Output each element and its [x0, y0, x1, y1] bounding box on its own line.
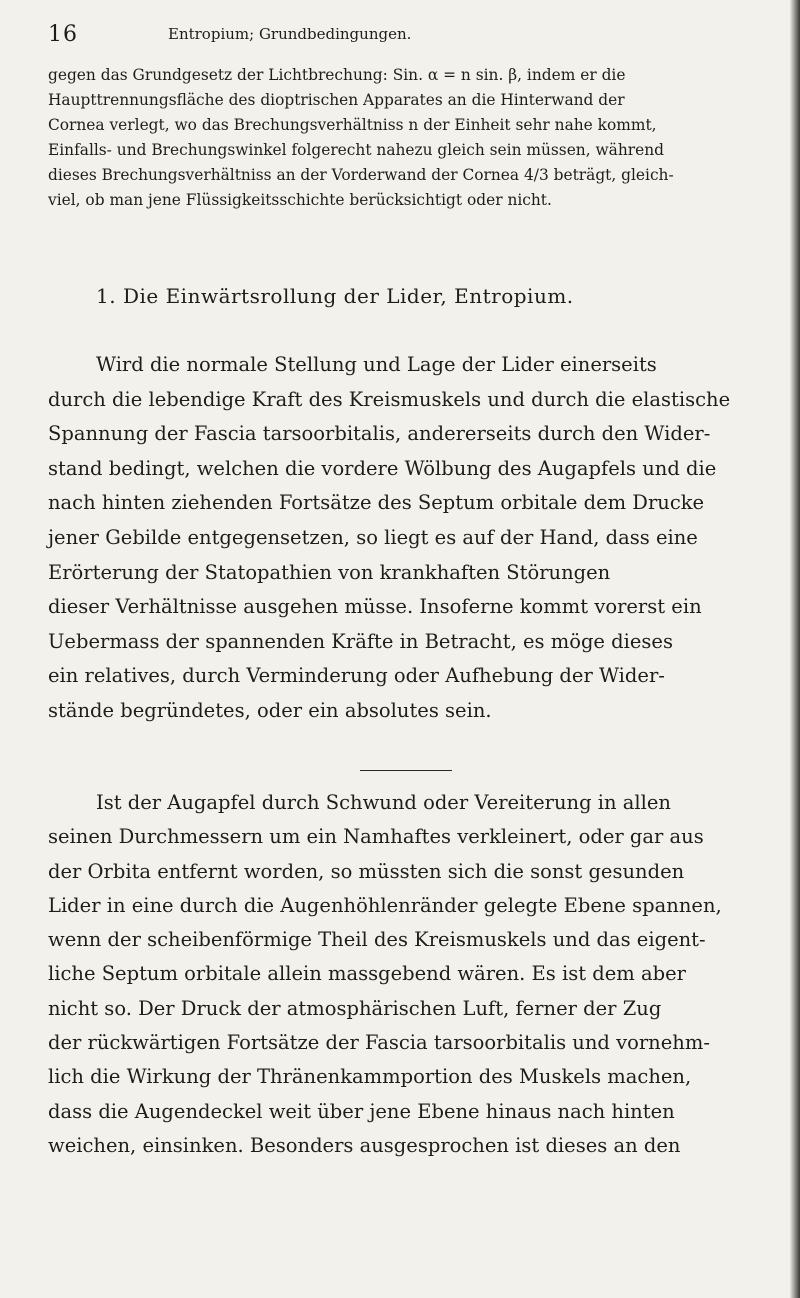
text-line: stand bedingt, welchen die vordere Wölbung des Augapfels und die: [48, 456, 717, 480]
text-line: nicht so. Der Druck der atmosphärischen Luft, ferner der Zug: [48, 996, 662, 1020]
text-line: durch die lebendige Kraft des Kreismuskels und durch die elastische: [48, 387, 731, 411]
text-line: gegen das Grundgesetz der Lichtbrechung: Sin. α = n sin. β, indem er die: [48, 66, 626, 84]
text-line: seinen Durchmessern um ein Namhaftes verkleinert, oder gar aus: [48, 825, 704, 849]
text-line: Wird die normale Stellung und Lage der Lider einerseits: [96, 353, 657, 376]
paragraph-entropium-intro: [48, 348, 778, 729]
page-header: [48, 22, 768, 52]
text-line: wenn der scheibenförmige Theil des Kreismuskels und das eigent-: [48, 928, 706, 952]
text-line: lich die Wirkung der Thränenkammportion des Muskels machen,: [48, 1065, 692, 1089]
text-line: Ist der Augapfel durch Schwund oder Vereiterung in allen: [96, 791, 671, 814]
text-line: der Orbita entfernt worden, so müssten sich die sonst gesunden: [48, 859, 685, 883]
text-line: Lider in eine durch die Augenhöhlenränder gelegte Ebene spannen,: [48, 893, 722, 917]
section-heading: [96, 284, 574, 308]
text-line: weichen, einsinken. Besonders ausgesprochen ist dieses an den: [48, 1133, 681, 1157]
running-title: Entropium; Grundbedingungen.: [168, 25, 412, 43]
text-line: Erörterung der Statopathien von krankhaften Störungen: [48, 560, 611, 584]
text-line: dieses Brechungsverhältniss an der Vorderwand der Cornea 4/3 beträgt, gleich-: [48, 166, 674, 184]
text-line: stände begründetes, oder ein absolutes sein.: [48, 698, 492, 722]
section-number: 1.: [96, 284, 117, 308]
text-line: viel, ob man jene Flüssigkeitsschichte berücksichtigt oder nicht.: [48, 191, 552, 209]
text-line: Haupttrennungsfläche des dioptrischen Apparates an die Hinterwand der: [48, 91, 625, 109]
section-title: Die Einwärtsrollung der Lider, Entropium.: [122, 284, 574, 308]
text-line: Cornea verlegt, wo das Brechungsverhältniss n der Einheit sehr nahe kommt,: [48, 116, 657, 134]
text-line: dieser Verhältnisse ausgehen müsse. Insoferne kommt vorerst ein: [48, 595, 702, 619]
text-line: Uebermass der spannenden Kräfte in Betracht, es möge dieses: [48, 629, 673, 653]
page-edge-shadow: [790, 0, 800, 1298]
text-line: der rückwärtigen Fortsätze der Fascia tarsoorbitalis und vornehm-: [48, 1031, 710, 1055]
text-line: dass die Augendeckel weit über jene Ebene hinaus nach hinten: [48, 1099, 675, 1123]
text-line: ein relatives, durch Verminderung oder Aufhebung der Wider-: [48, 664, 665, 688]
text-line: jener Gebilde entgegensetzen, so liegt es auf der Hand, dass eine: [48, 525, 698, 549]
paragraph-augapfel: [48, 786, 778, 1163]
text-line: Spannung der Fascia tarsoorbitalis, andererseits durch den Wider-: [48, 422, 711, 446]
text-line: nach hinten ziehenden Fortsätze des Septum orbitale dem Drucke: [48, 491, 705, 515]
page-number: 16: [48, 22, 78, 47]
text-line: Einfalls- und Brechungswinkel folgerecht nahezu gleich sein müssen, während: [48, 141, 664, 159]
text-line: liche Septum orbitale allein massgebend wären. Es ist dem aber: [48, 962, 686, 986]
section-divider: [360, 770, 452, 771]
paragraph-continued: [48, 63, 778, 213]
